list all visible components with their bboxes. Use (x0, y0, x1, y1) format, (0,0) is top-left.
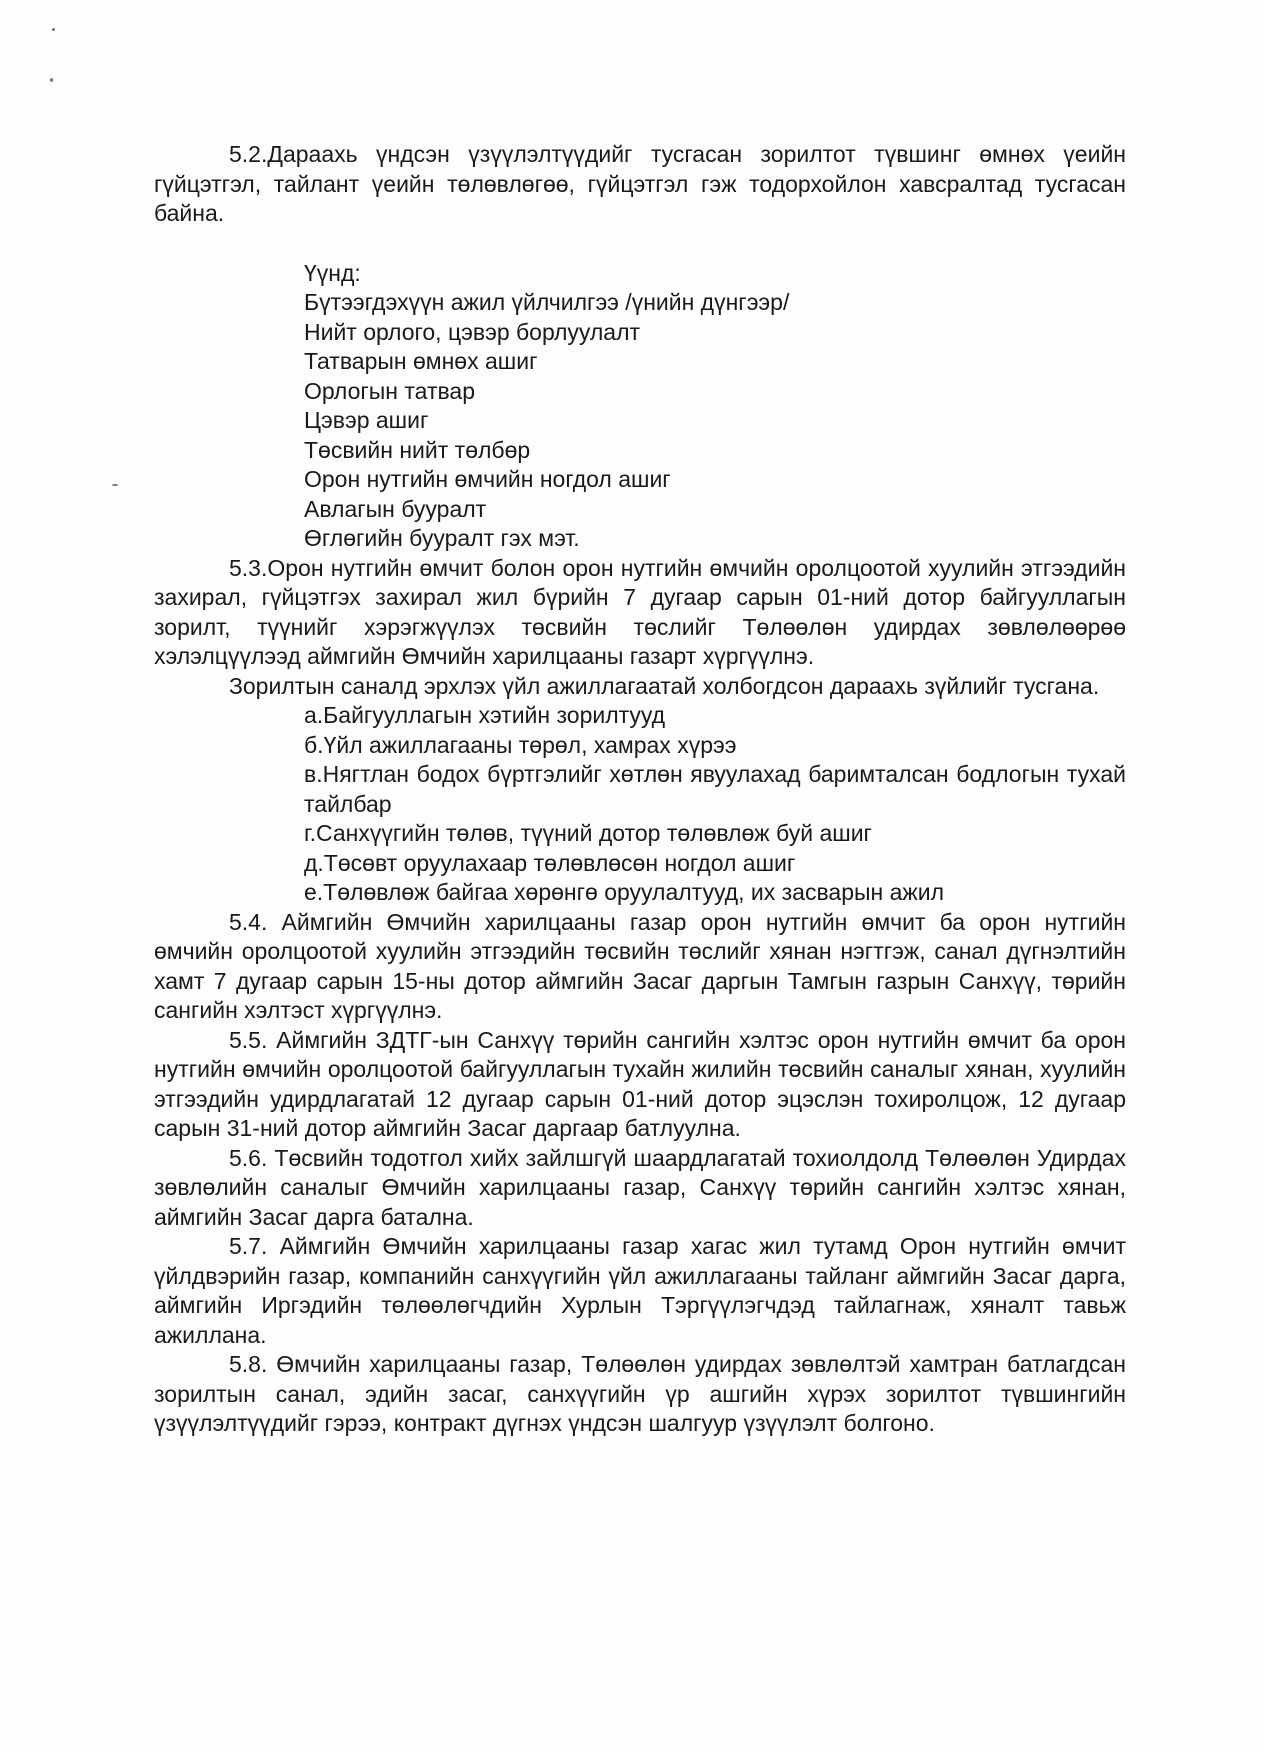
scan-speck (112, 484, 118, 486)
paragraph-5-5: 5.5. Аймгийн ЗДТГ-ын Санхүү төрийн сангийн хэлтэс орон нутгийн өмчит ба орон нутгийн өмчийн оролцоотой байгууллагын тухайн жилийн төсвийн саналыг хянан, хуулийн этгээдийн удирдлагатай 12 дугаар сарын 01-ний дотор эцэслэн тохиролцож, 12 дугаар сарын 31-ний дотор аймгийн Засаг даргаар батлуулна. (154, 1026, 1126, 1141)
list-item: Татварын өмнөх ашиг (304, 348, 538, 374)
list-item: а.Байгууллагын хэтийн зорилтууд (304, 702, 666, 728)
paragraph-5-4: 5.4. Аймгийн Өмчийн харилцааны газар орон нутгийн өмчит ба орон нутгийн өмчийн оролцоотой хуулийн этгээдийн төсвийн төслийг хянан нэгтгэж, санал дүгнэлтийн хамт 7 дугаар сарын 15-ны дотор аймгийн Засаг даргын Тамгын газрын Санхүү, төрийн сангийн хэлтэст хүргүүлнэ. (154, 908, 1126, 1023)
paragraph-5-6: 5.6. Төсвийн тодотгол хийх зайлшгүй шаардлагатай тохиолдолд Төлөөлөн Удирдах зөвлөлийн саналыг Өмчийн харилцааны газар, Санхүү төрийн сангийн хэлтэс хянан, аймгийн Засаг дарга батална. (154, 1144, 1126, 1230)
list-item: Төсвийн нийт төлбөр (304, 436, 531, 463)
proposal-items-list (154, 701, 1126, 908)
list-item: Өглөгийн бууралт гэх мэт. (304, 525, 580, 551)
paragraph-5-3: 5.3.Орон нутгийн өмчит болон орон нутгийн өмчийн оролцоотой хуулийн этгээдийн захирал, гүйцэтгэх захирал жил бүрийн 7 дугаар сарын 01-ний дотор байгууллагын зорилт, түүнийг хэрэгжүүлэх төсвийн төслийг Төлөөлөн удирдах зөвлөлөөрөө хэлэлцүүлээд аймгийн Өмчийн харилцааны газарт хүргүүлнэ. (154, 554, 1126, 669)
paragraph-5-7: 5.7. Аймгийн Өмчийн харилцааны газар хагас жил тутамд Орон нутгийн өмчит үйлдвэрийн газар, компанийн санхүүгийн үйл ажиллагааны тайланг аймгийн Засаг дарга, аймгийн Иргэдийн төлөөлөгчдийн Хурлын Тэргүүлэгчдэд тайлагнаж, хяналт тавьж ажиллана. (154, 1233, 1126, 1348)
indicator-list (154, 259, 1126, 554)
paragraph-proposal: Зорилтын саналд эрхлэх үйл ажиллагаатай холбогдсон дараахь зүйлийг тусгана. (229, 672, 1100, 699)
list-heading: Үүнд: (304, 259, 361, 286)
list-item: г.Санхүүгийн төлөв, түүний дотор төлөвлөж буй ашиг (304, 820, 872, 846)
list-item: Орон нутгийн өмчийн ногдол ашиг (304, 466, 671, 492)
list-item: е.Төлөвлөж байгаа хөрөнгө оруулалтууд, их засварын ажил (304, 879, 945, 905)
list-item: Цэвэр ашиг (304, 407, 429, 433)
list-item: в.Нягтлан бодох бүртгэлийг хөтлөн явуулахад баримталсан бодлогын тухай тайлбар (304, 761, 1126, 817)
list-item: Авлагын бууралт (304, 495, 487, 522)
list-item: б.Үйл ажиллагааны төрөл, хамрах хүрээ (304, 731, 737, 758)
paragraph-5-2: 5.2.Дараахь үндсэн үзүүлэлтүүдийг тусгасан зорилтот түвшинг өмнөх үеийн гүйцэтгэл, тайлант үеийн төлөвлөгөө, гүйцэтгэл гэж тодорхойлон хавсралтад тусгасан байна. (154, 141, 1126, 226)
list-item: Бүтээгдэхүүн ажил үйлчилгээ /үнийн дүнгээр/ (304, 289, 790, 315)
paragraph-5-8: 5.8. Өмчийн харилцааны газар, Төлөөлөн удирдах зөвлөлтэй хамтран батлагдсан зорилтын санал, эдийн засаг, санхүүгийн үр ашгийн хүрэх зорилтот түвшингийн үзүүлэлтүүдийг гэрээ, контракт дүгнэх үндсэн шалгуур үзүүлэлт болгоно. (154, 1351, 1126, 1436)
list-item: Нийт орлого, цэвэр борлуулалт (304, 318, 641, 345)
list-item: Орлогын татвар (304, 377, 476, 404)
list-item: д.Төсөвт оруулахаар төлөвлөсөн ногдол ашиг (304, 849, 796, 876)
scan-speck (50, 78, 53, 82)
scan-speck (52, 28, 55, 31)
